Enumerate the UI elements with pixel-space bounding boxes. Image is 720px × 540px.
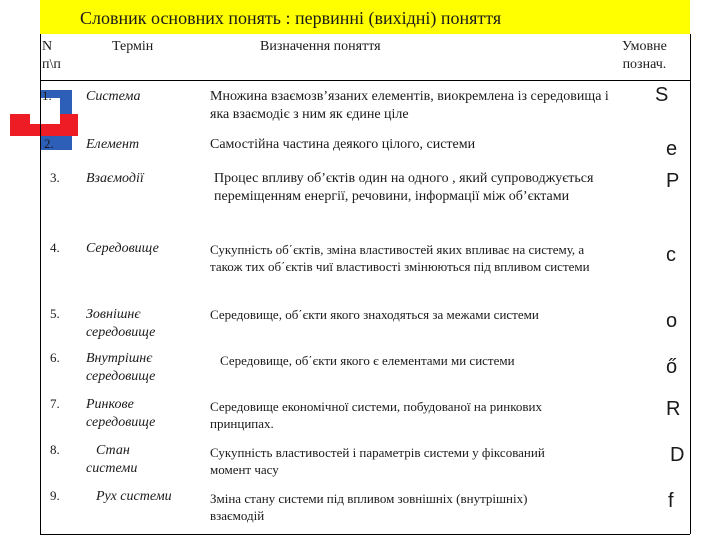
row-definition: Самостійна частина деякого цілого, системи [210, 137, 476, 152]
page-title: Словник основних понять : первинні (вихідні) поняття [80, 8, 502, 28]
table-bottom-border [40, 534, 690, 535]
row-term: Взаємодії [86, 171, 144, 186]
row-number: 3. [50, 170, 60, 185]
row-definition: Середовище економічної системи, побудованої на ринкових принципах. [210, 399, 542, 431]
row-definition: Зміна стану системи під впливом зовнішніх (внутрішніх) взаємодій [210, 491, 528, 523]
row-symbol: o [666, 310, 678, 332]
row-term: Система [86, 89, 141, 104]
row-symbol: f [668, 490, 674, 512]
row-term: Елемент [86, 137, 140, 152]
row-symbol: c [666, 244, 676, 266]
row-definition: Середовище, об΄єкти якого знаходяться за межами системи [210, 307, 539, 322]
row-term: Рух системи [96, 489, 172, 504]
row-definition: Сукупність властивостей і параметрів системи у фіксований момент часу [210, 445, 545, 477]
row-symbol: S [655, 84, 669, 106]
row-number: 5. [50, 306, 60, 321]
row-symbol: P [666, 170, 680, 192]
row-symbol: D [670, 444, 685, 466]
header-symbol: Умовне познач. [622, 39, 667, 72]
row-definition: Середовище, об΄єкти якого є елементами ми системи [220, 353, 515, 368]
table-right-border [690, 34, 691, 534]
header-term: Термін [112, 39, 154, 54]
row-definition: Сукупність об΄єктів, зміна властивостей яких впливає на систему, а також тих об΄єктів чиї властивості змінюються під впливом системи [210, 242, 590, 274]
header-divider [40, 80, 690, 81]
row-symbol: ő [666, 356, 678, 378]
row-number: 4. [50, 240, 60, 255]
row-definition: Множина взаємозв’язаних елементів, виокремлена із середовища і яка взаємодіє з ним як єдине ціле [210, 89, 609, 122]
row-term: Стан системи [86, 443, 138, 476]
row-number: 1. [42, 88, 52, 103]
row-number: 8. [50, 442, 60, 457]
row-symbol: e [666, 138, 678, 160]
row-number: 9. [50, 488, 60, 503]
row-number: 6. [50, 350, 60, 365]
row-number: 7. [50, 396, 60, 411]
row-term: Внутрішнє середовище [86, 351, 156, 384]
row-number: 2. [44, 136, 54, 151]
row-term: Зовнішнє середовище [86, 307, 156, 340]
header-definition: Визначення поняття [260, 39, 381, 54]
row-definition: Процес впливу об’єктів один на одного , який супроводжується переміщенням енергії, речовини, інформації між об’єктами [214, 171, 594, 204]
row-term: Середовище [86, 241, 159, 256]
row-symbol: R [666, 398, 681, 420]
header-num: N п\п [42, 39, 61, 72]
table-left-border [40, 34, 41, 534]
row-term: Ринкове середовище [86, 397, 156, 430]
